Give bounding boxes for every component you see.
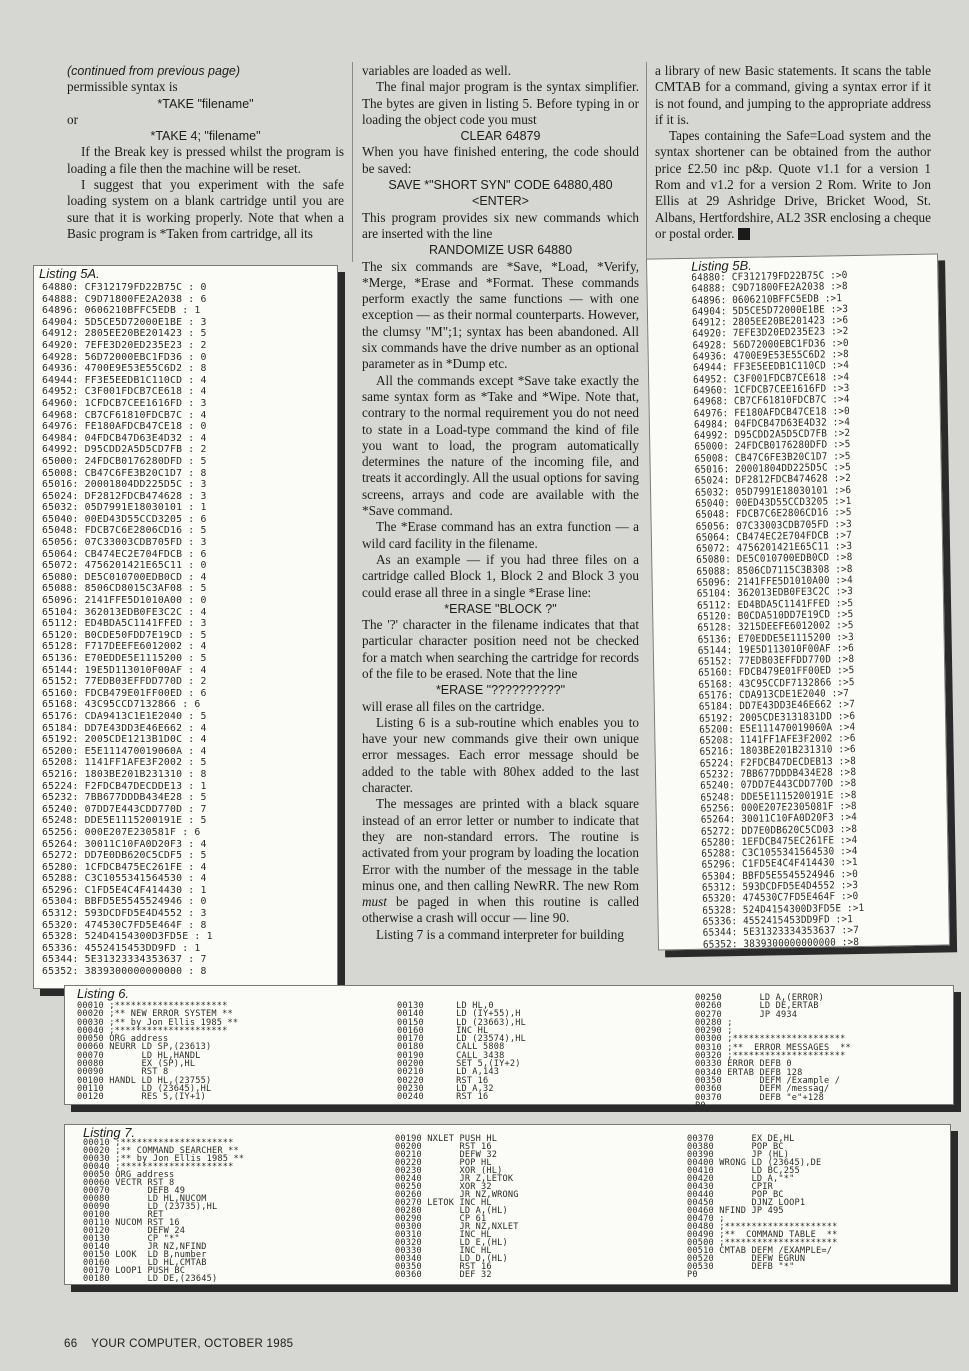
listing-title: Listing 5B. bbox=[690, 257, 752, 274]
page-footer bbox=[64, 1338, 293, 1350]
command-line: *ERASE "BLOCK ?" bbox=[444, 601, 557, 616]
paragraph: variables are loaded as well. bbox=[362, 63, 512, 78]
paragraph: The final major program is the syntax simplifier. The bytes are given in listing 5. Before typing in or loading the object code you must bbox=[362, 79, 639, 127]
article-column-3 bbox=[655, 63, 931, 242]
paragraph bbox=[655, 128, 931, 242]
end-mark-icon bbox=[738, 228, 750, 240]
listing-code: 00010 ;********************* 00020 ;** NEW ERROR SYSTEM ** 00030 ;** by Jon Ellis 1985 ** 00040 ;********************* 00050 ORG address 00060 NEURR LD SP,(23613) 00070 LD HL,HANDL 00080 EX (SP),HL 00090 RST 8 00100 HANDL LD HL,(23755) 00110 LD (23645),HL 00120 RES 5,(IY+1) bbox=[77, 1001, 239, 1103]
command-line: *TAKE 4; "filename" bbox=[150, 129, 261, 144]
paragraph bbox=[362, 796, 639, 926]
listing-code: 64880: CF312179FD22B75C : 0 64888: C9D71800FE2A2038 : 6 64896: 0606210BFFC5EDB : 1 64904: 5D5CE5D72000E1BE : 3 64912: 2805EE20BE201423 : 5 64920: 7EFE3D20ED235E23 : 2 64928: 56D72000EBC1FD36 : 0 64936: 4700E9E53E55C6D2 : 8 64944: FF3E5EEDB1C110CD : 4 64952: C3F001FDCB7CE618 : 4 64960: 1CFDCB7CEE1616FD : 3 64968: CB7CF61810FDCB7C : 4 64976: FE180AFDCB47CE18 : 0 64984: 04FDCB47D63E4D32 : 4 64992: D95CDD2A5D5CD7FB : 2 65000: 24FDCB0176280DFD : 5 65008: CB47C6FE3B20C1D7 : 8 65016: 20001804DD225D5C : 3 65024: DF2812FDCB474628 : 3 65032: 05D7991E18030101 : 1 65040: 00ED43D55CCD3205 : 6 65048: FDCB7C6E2806CD16 : 5 65056: 07C33003CDB705FD : 3 65064: CB474EC2E704FDCB : 6 65072: 4756201421E65C11 : 0 65080: DE5C010700EDB0CD : 4 65088: 8506CD8015C3AF08 : 5 65096: 2141FFE5D1010A00 : 0 65104: 362013EDB0FE3C2C : 4 65112: ED4BDA5C1141FFED : 3 65120: B0CDE50FDD7E19CD : 5 65128: F717DEEFE6012002 : 4 65136: E70EDDE5E1115200 : 5 65144: 19E5D113010F00AF : 4 65152: 77EDB03EFFDD770D : 2 65160: FDCB479E01FF00ED : 6 65168: 43C95CCD7132866 : 6 65176: CDA9413C1E1E2040 : 5 65184: DD7E43DD3E46E662 : 4 65192: 2005CDE1213B1D0C : 4 65200: E5E111470019060A : 4 65208: 1141FF1AFE3F2002 : 5 65216: 1803BE201B231310 : 8 65224: F2FDCB47DECDDE13 : 1 65232: 7BB677DDDB434E28 : 5 65240: 07DD7E443CDD770D : 7 65248: DDE5E1115200191E : 5 65256: 000E207E230581F : 6 65264: 30011C10FA0D20F3 : 4 65272: DD7E0DB620C5CDF5 : 5 65280: 1CFDCB475EC261FE : 4 65288: C3C1055341564530 : 4 65296: C1FD5E4C4F414430 : 1 65304: BBFD5E5545524946 : 0 65312: 593DCDFD5E4D4552 : 3 65320: 474530C7FD5E464F : 8 65328: 524D4154300D3FD5E : 1 65336: 4552415453DD9FD : 1 65344: 5E31323334353637 : 7 65352: 3839300000000000 : 8 bbox=[42, 282, 213, 978]
paragraph-text: be paged in when this routine is called otherwise a crash will occur — line 90. bbox=[362, 894, 639, 926]
paragraph: will erase all files on the cartridge. bbox=[362, 698, 545, 714]
article-column-1 bbox=[67, 63, 344, 242]
listing-6 bbox=[64, 985, 954, 1111]
paragraph: Listing 6 is a sub-routine which enables you to have your new commands give their own unique error messages. Each error message should be added to the table with 80hex added to the last character. bbox=[362, 714, 639, 796]
paragraph: As an example — if you had three files on a cartridge called Block 1, Block 2 and Block 3 you could erase all three in a single *Erase line: bbox=[362, 551, 639, 600]
column-rule bbox=[646, 62, 647, 262]
paragraph-text: The messages are printed with a black square instead of an error letter or number to indicate that they are non-standard errors. The routine is activated from your program by loading the location Error with the number of the message in the table minus one, and then calling NewRR. The new Rom bbox=[362, 796, 639, 893]
paragraph: If the Break key is pressed whilst the program is loading a file then the machine will be reset. bbox=[67, 144, 344, 176]
listing-code: 00190 NXLET PUSH HL 00200 RST 16 00210 DEFW 32 00220 POP HL 00230 XOR (HL) 00240 JR Z,LETOK 00250 XOR 32 00260 JR NZ,WRONG 00270 LETOK INC HL 00280 LD A,(HL) 00290 CP 61 00300 JR NZ,NXLET 00310 INC HL 00320 LD E,(HL) 00330 INC HL 00340 LD D,(HL) 00350 RST 16 00360 DEF 32 bbox=[395, 1134, 519, 1280]
paragraph: permissible syntax is bbox=[67, 79, 178, 95]
paragraph: Listing 7 is a command interpreter for building bbox=[376, 926, 624, 942]
listing-title: Listing 6. bbox=[77, 986, 130, 1001]
paragraph: This program provides six new commands which are inserted with the line bbox=[362, 209, 639, 241]
listing-7 bbox=[64, 1124, 951, 1285]
listing-5a bbox=[33, 265, 338, 989]
command-line: CLEAR 64879 bbox=[460, 129, 541, 144]
listing-code: 00130 LD HL,0 00140 LD (IY+55),H 00150 LD (23663),HL 00160 INC HL 00170 LD (23574),HL 00180 CALL 5808 00190 CALL 3438 00200 SET 5,(IY+2) 00210 LD A,143 00220 RST 16 00230 LD A,32 00240 RST 16 bbox=[397, 1001, 526, 1103]
continued-note: (continued from previous page) bbox=[67, 64, 241, 78]
column-rule bbox=[352, 62, 353, 262]
listing-title: Listing 5A. bbox=[39, 266, 100, 281]
paragraph: The '?' character in the filename indicates that that particular character position need not be checked for a match when searching the cartridge for records of the file to be erased. Note that the line bbox=[362, 617, 639, 681]
paragraph-text: Tapes containing the Safe=Load system and the syntax shortener can be obtained from the author price £2.50 inc p&p. Quote v1.1 for a version 1 Rom and v1.2 for a version 2 Rom. Write to Jon Ellis at 29 Ashridge Drive, Bricket Wood, St. Albans, Hertfordshire, AL2 3SR enclosing a cheque or postal order. bbox=[655, 128, 931, 241]
magazine-name: YOUR COMPUTER, OCTOBER 1985 bbox=[91, 1338, 294, 1350]
paragraph: I suggest that you experiment with the safe loading system on a blank cartridge until you are sure that it is working properly. Note that when a Basic program is *Taken from cartridge, all its bbox=[67, 177, 344, 241]
emphasis: must bbox=[362, 894, 387, 910]
command-line: SAVE *"SHORT SYN" CODE 64880,480 bbox=[388, 178, 613, 193]
listing-5b bbox=[646, 254, 950, 951]
paragraph: The six commands are *Save, *Load, *Verify, *Merge, *Erase and *Format. These commands perform exactly the same functions — with one exception — as their normal counterparts. However, the clumsy "M";1; syntax has been abandoned. All six commands have the drive number as an optional parameter as in *Dump etc. bbox=[362, 258, 639, 372]
listing-title: Listing 7. bbox=[83, 1125, 136, 1140]
listing-code: 00370 EX DE,HL 00380 POP BC 00390 JP (HL) 00400 WRONG LD (23645),DE 00410 LD BC,255 00420 LD A,"*" 00430 CPIR 00440 POP BC 00450 DJNZ LOOP1 00460 NFIND JP 495 00470 ; 00480 ;********************* 00490 ;** COMMAND TABLE ** 00500 ;********************* 00510 CMTAB DEFM /EXAMPLE=/ 00520 DEFW EGRUN 00530 DEFB "*" P0 bbox=[687, 1134, 838, 1280]
paragraph: a library of new Basic statements. It scans the table CMTAB for a command, giving a syntax error if it is not found, and jumping to the appropriate address if it is. bbox=[655, 63, 931, 127]
command-line: <ENTER> bbox=[472, 194, 529, 209]
paragraph: or bbox=[67, 111, 78, 127]
paragraph: The *Erase command has an extra function — a wild card facility in the filename. bbox=[362, 519, 639, 551]
command-line: *TAKE "filename" bbox=[157, 96, 254, 111]
paragraph: When you have finished entering, the code should be saved: bbox=[362, 144, 639, 176]
listing-code: 00250 LD A,(ERROR) 00260 LD DE,ERTAB 00270 JP 4934 00280 ; 00290 ; 00300 ;********************* 00310 ;** ERROR MESSAGES ** 00320 ;********************* 00330 ERROR DEFB 0 00340 ERTAB DEFB 128 00350 DEFM /Example / 00360 DEFM /messag/ 00370 DEFB "e"+128 P0 bbox=[695, 993, 851, 1111]
listing-code: 64880: CF312179FD22B75C :>0 64888: C9D71800FE2A2038 :>8 64896: 0606210BFFC5EDB :>1 64904: 5D5CE5D72000E1BE :>3 64912: 2805EE20BE201423 :>6 64920: 7EFE3D20ED235E23 :>2 64928: 56D72000EBC1FD36 :>0 64936: 4700E9E53E55C6D2 :>8 64944: FF3E5EEDB1C110CD :>4 64952: C3F001FDCB7CE618 :>4 64960: 1CFDCB7CEE1616FD :>3 64968: CB7CF61810FDCB7C :>4 64976: FE180AFDCB47CE18 :>0 64984: 04FDCB47D63E4D32 :>4 64992: D95CDD2A5D5CD7FB :>2 65000: 24FDCB0176280DFD :>5 65008: CB47C6FE3B20C1D7 :>5 65016: 20001804DD225D5C :>5 65024: DF2812FDCB474628 :>2 65032: 05D7991E18030101 :>6 65040: 00ED43D55CCD3205 :>1 65048: FDCB7C6E2806CD16 :>5 65056: 07C33003CDB705FD :>3 65064: CB474EC2E704FDCB :>7 65072: 4756201421E65C11 :>3 65080: DE5C010700EDB0CD :>8 65088: 8506CD7115C3B308 :>8 65096: 2141FFE5D1010A00 :>4 65104: 362013EDB0FE3C2C :>3 65112: ED4BDA5C1141FFED :>5 65120: B0CDA510DD7E19CD :>5 65128: 3215DEEFE6012002 :>5 65136: E70EDDE5E1115200 :>3 65144: 19E5D113010F00AF :>6 65152: 77EDB03EFFDD770D :>8 65160: FDCB479E01FF00ED :>5 65168: 43C95CCDF7132866 :>5 65176: CDA913CDE1E2040 :>7 65184: DD7E43DD3E46E662 :>7 65192: 2005CDE3131831DD :>6 65200: E5E111470019060A :>4 65208: 1141FF1AFE3F2002 :>6 65216: 1803BE201B231310 :>6 65224: F2FDCB47DECDEB13 :>8 65232: 7BB677DDDB434E28 :>8 65240: 07DD7E443CDD770D :>8 65248: DDE5E1115200191E :>8 65256: 000E207E2305081F :>8 65264: 30011C10FA0D20F3 :>4 65272: DD7E0DB620C5CD03 :>8 65280: 1EFDCB475EC261FE :>4 65288: C3C1055341564530 :>4 65296: C1FD5E4C4F414430 :>1 65304: BBFD5E5545524946 :>0 65312: 593DCDFD5E4D4552 :>3 65320: 474530C7FD5E464F :>0 65328: 524D4154300D3FD5E :>1 65336: 4552415453DD9FD :>1 65344: 5E31323334353637 :>7 65352: 3839300000000000 :>8 bbox=[691, 270, 865, 951]
command-line: RANDOMIZE USR 64880 bbox=[428, 243, 573, 258]
paragraph: All the commands except *Save take exactly the same syntax form as *Take and *Wipe. Note that, contrary to the normal requirement you do not need to state in a Load-type command the kind of file you want to load, the program automatically determines the nature of the incoming file, and treats it accordingly. All the usual options for saving screens, arrays and code are available with the *Save command. bbox=[362, 372, 639, 519]
article-column-2 bbox=[362, 63, 639, 943]
listing-code: 00010 ;********************* 00020 ;** COMMAND SEARCHER ** 00030 ;** by Jon Ellis 1985 ** 00040 ;********************* 00050 ORG address 00060 VECTR RST 8 00070 DEFB 49 00080 LD HL,NUCOM 00090 LD (23735),HL 00100 RET 00110 NUCOM RST 16 00120 DEFW 24 00130 CP "*" 00140 JR NZ,NFIND 00150 LOOK LD B,number 00160 LD HL,CMTAB 00170 LOOP1 PUSH BC 00180 LD DE,(23645) bbox=[83, 1138, 245, 1284]
page-number: 66 bbox=[64, 1338, 78, 1350]
command-line: *ERASE "??????????" bbox=[435, 683, 566, 698]
